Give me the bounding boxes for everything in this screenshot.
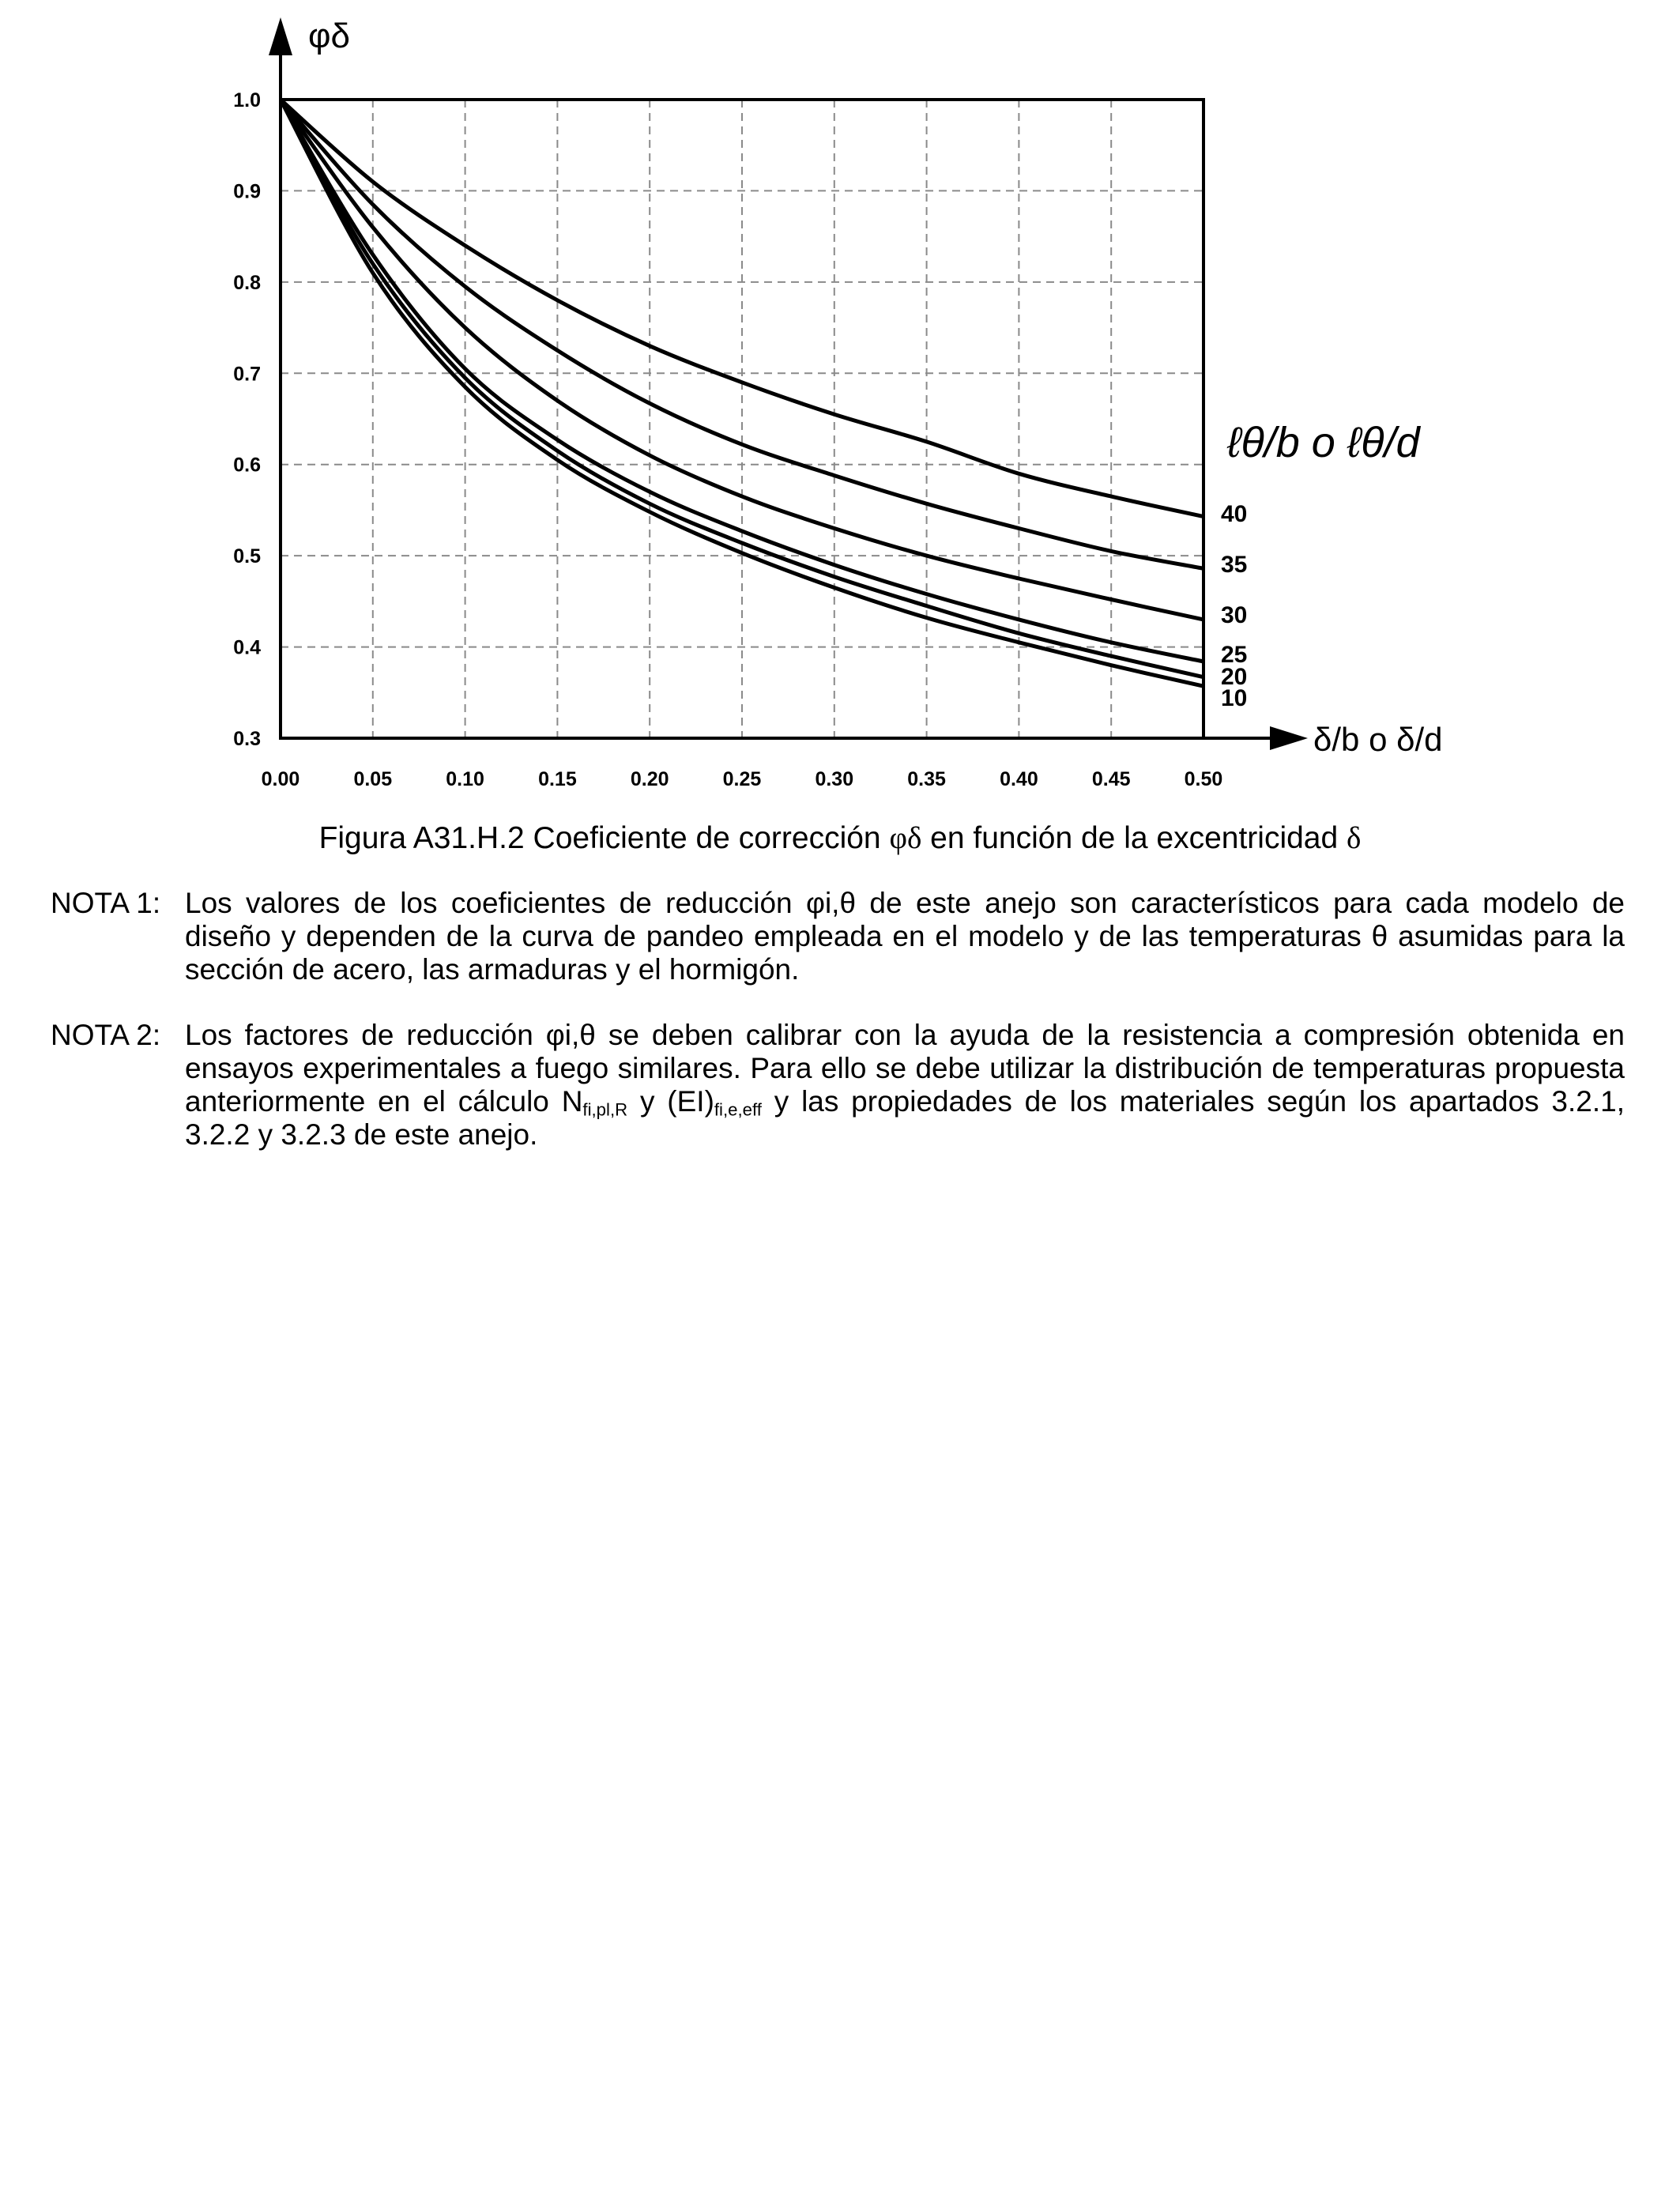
caption-prefix: Figura A31.H.2 Coeficiente de corrección	[318, 821, 890, 855]
series-label-25: 25	[1221, 642, 1248, 668]
y-tick-label: 0.8	[233, 271, 261, 294]
x-tick-label: 0.10	[446, 768, 484, 790]
note-2	[51, 1019, 1625, 1152]
note-1-label: NOTA 1:	[51, 887, 161, 919]
series-labels	[1221, 501, 1247, 711]
x-tick-label: 0.00	[261, 768, 300, 790]
note-1-text: Los valores de los coeficientes de reducción φi,θ de este anejo son característicos para cada modelo de diseño y dependen de la curva de pandeo empleada en el modelo y de las temperaturas θ asumidas para la sección de acero, las armaduras y el hormigón.	[185, 887, 1625, 986]
x-axis-arrow	[1270, 726, 1308, 750]
series-label-40: 40	[1221, 501, 1248, 527]
x-tick-label: 0.45	[1091, 768, 1131, 790]
x-tick-label: 0.40	[1000, 768, 1038, 790]
x-tick-label: 0.30	[815, 768, 854, 790]
note-2-label: NOTA 2:	[51, 1019, 161, 1051]
series-label-30: 30	[1221, 602, 1248, 628]
x-tick-label: 0.35	[907, 768, 946, 790]
note-2-text	[185, 1019, 1625, 1152]
x-tick-label: 0.50	[1184, 768, 1223, 790]
series-label-35: 35	[1221, 552, 1248, 578]
note-1	[51, 887, 1625, 986]
legend-title: ℓθ/b o ℓθ/d	[1227, 419, 1420, 466]
caption-delta: δ	[1347, 821, 1362, 855]
x-tick-label: 0.20	[630, 768, 669, 790]
series-label-20: 20	[1221, 664, 1248, 690]
x-tick-label: 0.05	[353, 768, 393, 790]
y-tick-label: 0.6	[233, 454, 261, 477]
caption-symbol: φδ	[889, 821, 922, 855]
y-axis-arrow	[269, 17, 292, 55]
y-tick-label: 1.0	[233, 89, 261, 111]
note-2-text-a: Los factores de reducción φi,θ se deben calibrar con la ayuda de la resistencia a compresión obtenida en ensayos experimentales a fuego similares. Para ello se debe utilizar la distribución de temperaturas propuesta anteriormente en el cálculo N	[185, 1019, 1625, 1118]
chart	[0, 0, 1680, 814]
note-2-sub-a: fi,pl,R	[582, 1099, 628, 1120]
y-tick-label: 0.3	[233, 728, 261, 750]
grid	[281, 100, 1203, 738]
note-2-text-c: y las propiedades de los materiales según los apartados 3.2.1, 3.2.2 y 3.2.3 de este anejo.	[185, 1085, 1625, 1151]
x-tick-label: 0.15	[538, 768, 577, 790]
y-tick-label: 0.5	[233, 545, 261, 568]
y-tick-label: 0.7	[233, 363, 261, 386]
note-2-text-b: y (EI)	[627, 1085, 714, 1118]
x-tick-label: 0.25	[722, 768, 762, 790]
caption-middle: en función de la excentricidad	[921, 821, 1347, 855]
note-2-sub-b: fi,e,eff	[714, 1099, 762, 1120]
y-tick-label: 0.9	[233, 180, 261, 203]
series-label-10: 10	[1221, 685, 1248, 711]
y-tick-label: 0.4	[233, 636, 261, 659]
figure-caption	[0, 820, 1680, 857]
y-axis-label: φδ	[308, 17, 351, 55]
x-axis-label: δ/b o δ/d	[1313, 721, 1443, 758]
